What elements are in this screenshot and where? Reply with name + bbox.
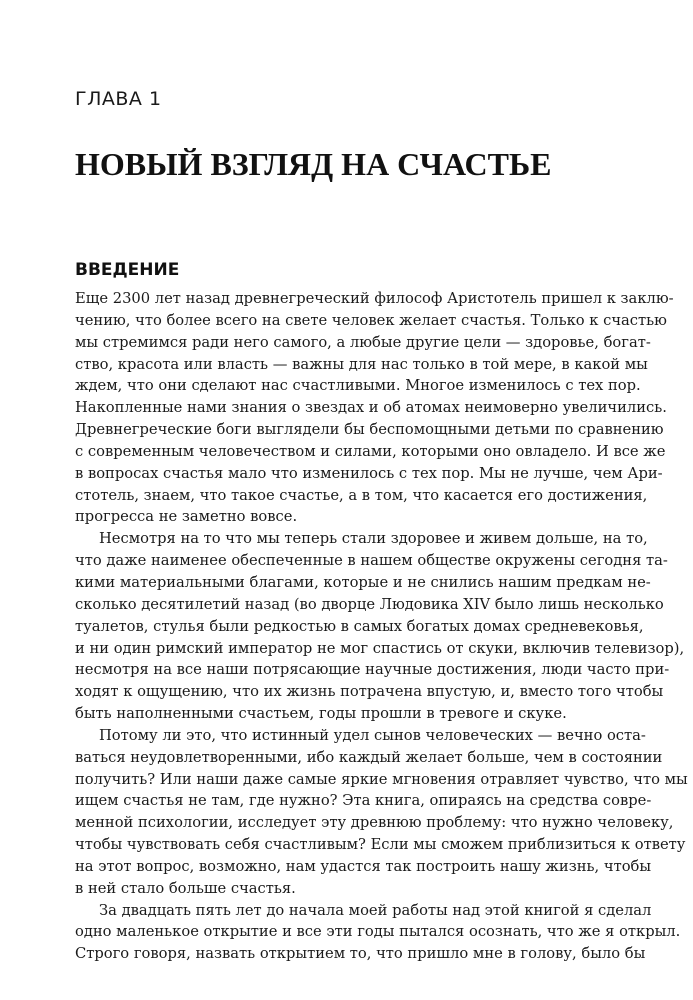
text-line: несмотря на все наши потрясающие научные достижения, люди часто при- xyxy=(75,661,670,679)
text-line: на этот вопрос, возможно, нам удастся так построить нашу жизнь, чтобы xyxy=(75,857,652,875)
text-line: Еще 2300 лет назад древнегреческий философ Аристотель пришел к заклю- xyxy=(75,290,674,307)
text-line: ство, красота или власть — важны для нас только в той мере, в какой мы xyxy=(75,355,648,373)
text-line: Древнегреческие боги выглядели бы беспомощными детьми по сравнению xyxy=(75,421,664,439)
text-line: Несмотря на то что мы теперь стали здоровее и живем дольше, на то, xyxy=(99,530,648,548)
text-line: получить? Или наши даже самые яркие мгновения отравляет чувство, что мы xyxy=(75,770,688,788)
text-line: мы стремимся ради него самого, а любые другие цели — здоровье, богат- xyxy=(75,333,651,351)
text-line: менной психологии, исследует эту древнюю проблему: что нужно человеку, xyxy=(75,814,674,832)
chapter-title: НОВЫЙ ВЗГЛЯД НА СЧАСТЬЕ xyxy=(75,146,552,182)
paragraph-1 xyxy=(75,288,674,528)
text-line: ваться неудовлетворенными, ибо каждый желает больше, чем в состоянии xyxy=(75,748,663,766)
text-line: ищем счастья не там, где нужно? Эта книга, опираясь на средства совре- xyxy=(75,792,652,810)
paragraph-3 xyxy=(75,725,688,900)
text-line: кими материальными благами, которые и не снились нашим предкам не- xyxy=(75,573,651,591)
text-line: туалетов, стулья были редкостью в самых богатых домах средневековья, xyxy=(75,617,644,635)
section-title: ВВЕДЕНИЕ xyxy=(75,260,180,280)
chapter-label: ГЛАВА 1 xyxy=(75,88,162,110)
text-line: в ней стало больше счастья. xyxy=(75,879,296,897)
body-text xyxy=(75,288,688,965)
text-line: За двадцать пять лет до начала моей работы над этой книгой я сделал xyxy=(99,901,652,919)
text-line: Потому ли это, что истинный удел сынов человеческих — вечно оста- xyxy=(99,726,646,744)
text-line: чтобы чувствовать себя счастливым? Если мы сможем приблизиться к ответу xyxy=(75,836,686,854)
text-line: чению, что более всего на свете человек желает счастья. Только к счастью xyxy=(75,311,667,329)
paragraph-2 xyxy=(75,528,685,725)
text-line: ждем, что они сделают нас счастливыми. Многое изменилось с тех пор. xyxy=(75,377,641,395)
text-line: сколько десятилетий назад (во дворце Людовика XIV было лишь несколько xyxy=(75,595,664,613)
text-line: в вопросах счастья мало что изменилось с тех пор. Мы не лучше, чем Ари- xyxy=(75,464,663,482)
text-line: Строго говоря, назвать открытием то, что пришло мне в голову, было бы xyxy=(75,945,646,963)
text-line: быть наполненными счастьем, годы прошли в тревоге и скуке. xyxy=(75,705,567,723)
text-line: с современным человечеством и силами, которыми оно овладело. И все же xyxy=(75,442,666,460)
text-line: ходят к ощущению, что их жизнь потрачена впустую, и, вместо того чтобы xyxy=(75,683,664,701)
text-line: Накопленные нами знания о звездах и об атомах неимоверно увеличились. xyxy=(75,399,667,417)
text-line: и ни один римский император не мог спастись от скуки, включив телевизор), xyxy=(75,639,685,657)
paragraph-4 xyxy=(75,900,681,966)
text-line: прогресса не заметно вовсе. xyxy=(75,508,298,526)
text-line: что даже наименее обеспеченные в нашем обществе окружены сегодня та- xyxy=(75,552,668,570)
text-line: одно маленькое открытие и все эти годы пытался осознать, что же я открыл. xyxy=(75,923,681,941)
text-line: стотель, знаем, что такое счастье, а в том, что касается его достижения, xyxy=(75,486,648,504)
